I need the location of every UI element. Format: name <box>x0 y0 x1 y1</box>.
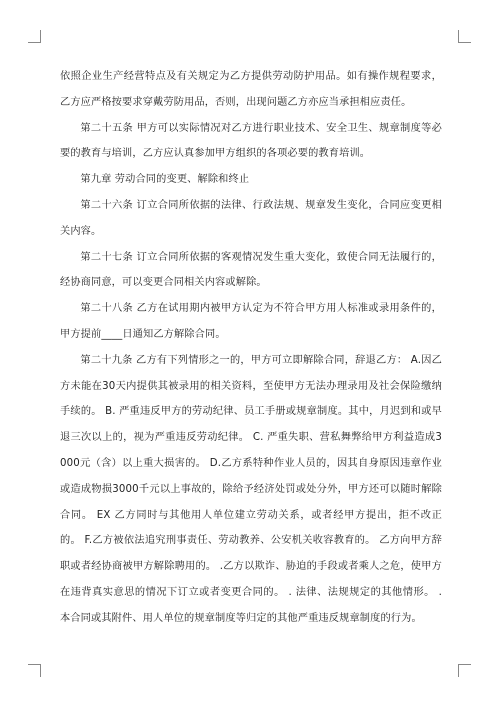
paragraph-article-25: 第二十五条 甲方可以实际情况对乙方进行职业技术、安全卫生、规章制度等必要的教育与培训，乙方应认真参加甲方组织的各项必要的教育培训。 <box>60 122 442 160</box>
chapter-9-heading: 第九章 劳动合同的变更、解除和终止 <box>80 174 250 186</box>
crop-mark-top-right <box>458 30 471 43</box>
crop-mark-bottom-right <box>458 664 471 677</box>
paragraph-protective-equipment: 依照企业生产经营特点及有关规定为乙方提供劳动防护用品。如有操作规程要求，乙方应严格按要求穿戴劳防用品，否则，出现问题乙方亦应当承担相应责任。 <box>60 71 442 108</box>
document-body <box>60 64 442 632</box>
paragraph-article-29: 第二十九条 乙方有下列情形之一的，甲方可立即解除合同，辞退乙方： A.因乙方未能在30天内提供其被录用的相关资料，至使甲方无法办理录用及社会保险缴纳手续的。 B. 严重违反甲方的劳动纪律、员工手册或规章制度。其中，月迟到和或早退三次以上的，视为严重违反劳动纪律。 C. 严重失职、营私舞弊给甲方利益造成3000元（含）以上重大损害的。 D.乙方系特种作业人员的，因其自身原因违章作业或造成物损3000千元以上事故的，除给予经济处罚或处分外，甲方还可以随时解除合同。 EX 乙方同时与其他用人单位建立劳动关系，或者经甲方提出，拒不改正的。 F.乙方被依法追究刑事责任、劳动教养、公安机关收容教育的。 乙方向甲方辞职或者经协商被甲方解除聘用的。 .乙方以欺诈、胁迫的手段或者乘人之危，使甲方在违背真实意思的情况下订立或者变更合同的。 . 法律、法规规定的其他情形。 . 本合同或其附件、用人单位的规章制度等归定的其他严重违反规章制度的行为。 <box>60 354 442 624</box>
crop-mark-top-left <box>28 30 41 43</box>
crop-mark-bottom-left <box>28 664 41 677</box>
paragraph-article-26: 第二十六条 订立合同所依据的法律、行政法规、规章发生变化，合同应变更相关内容。 <box>60 199 442 237</box>
paragraph-article-27: 第二十七条 订立合同所依据的客观情况发生重大变化，致使合同无法履行的，经协商同意，可以变更合同相关内容或解除。 <box>60 251 442 289</box>
paragraph-article-28: 第二十八条 乙方在试用期内被甲方认定为不符合甲方用人标准或录用条件的，甲方提前____日通知乙方解除合同。 <box>60 303 442 340</box>
